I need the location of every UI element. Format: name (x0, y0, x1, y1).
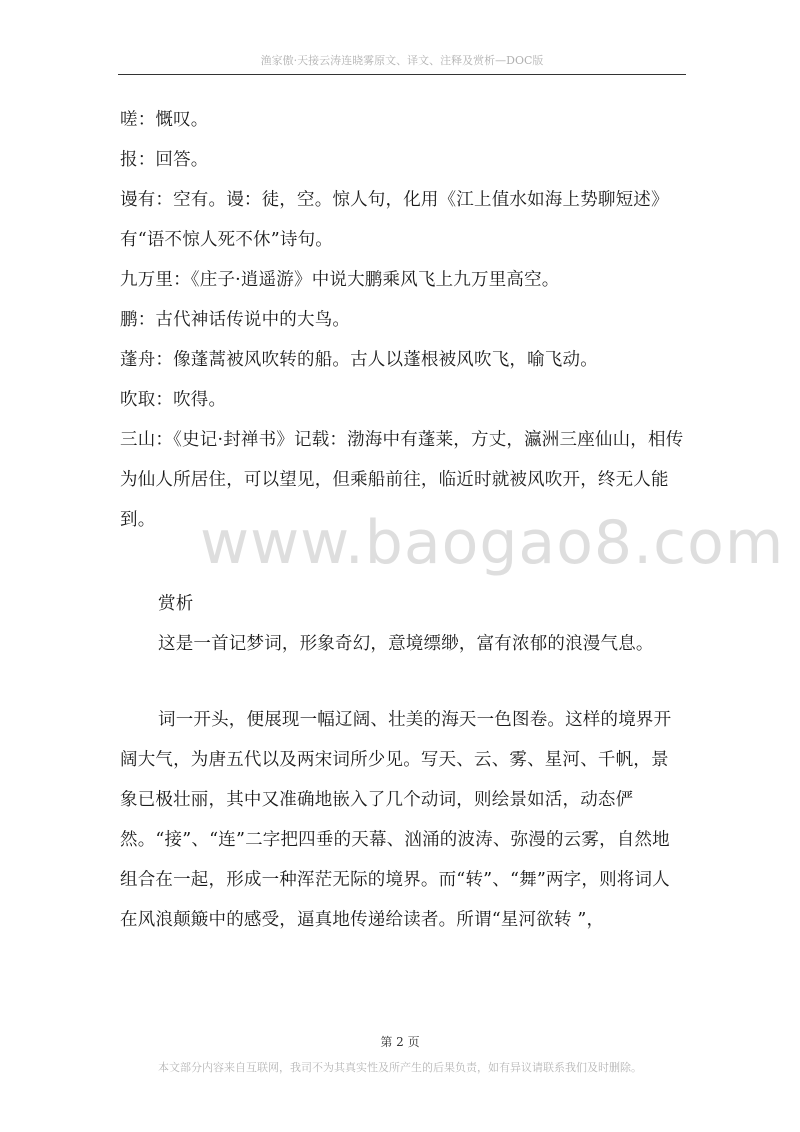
watermark: www.baogao8.com (200, 508, 785, 578)
header-divider (118, 74, 686, 75)
note-peng: 鹏：古代神话传说中的大鸟。 (120, 310, 351, 330)
appreciation-paragraph-2: 词一开头，便展现一幅辽阔、壮美的海天一色图卷。这样的境界开阔大气，为唐五代以及两宋词所少见。写天、云、雾、星河、千帆，景象已极壮丽，其中又准确地嵌入了几个动词，则绘景如活，动态俨然。“接”、“连”二字把四垂的天幕、汹涌的波涛、弥漫的云雾，自然地组合在一起，形成一种浑茫无际的境界。而“转”、“舞”两字，则将词人在风浪颠簸中的感受，逼真地传递给读者。所谓“星河欲转 ”， (120, 710, 672, 930)
page-header-title: 渔家傲·天接云涛连晓雾原文、译文、注释及赏析—DOC版 (260, 54, 544, 67)
document-body (120, 100, 785, 940)
note-bao: 报：回答。 (120, 150, 209, 170)
note-manyou: 谩有：空有。谩：徒，空。惊人句，化用《江上值水如海上势聊短述》有“语不惊人死不休”诗句。 (120, 190, 669, 250)
section-heading: 赏析 (158, 594, 194, 614)
note-jiuwanli: 九万里：《庄子·逍遥游》中说大鹏乘风飞上九万里高空。 (120, 270, 560, 290)
note-chuiqu: 吹取：吹得。 (120, 390, 227, 410)
note-pengzhou: 蓬舟：像蓬蒿被风吹转的船。古人以蓬根被风吹飞，喻飞动。 (120, 350, 598, 370)
note-jie: 嗟：慨叹。 (120, 110, 209, 130)
appreciation-paragraph-1: 这是一首记梦词，形象奇幻，意境缥缈，富有浓郁的浪漫气息。 (158, 634, 654, 654)
page-number: 第 2 页 (380, 1035, 420, 1049)
note-sanshan: 三山：《史记·封禅书》记载：渤海中有蓬莱，方丈，瀛洲三座仙山，相传为仙人所居住，可以望见，但乘船前往，临近时就被风吹开，终无人能到。 (120, 430, 684, 530)
footer-disclaimer: 本文部分内容来自互联网，我司不为其真实性及所产生的后果负责，如有异议请联系我们及时删除。 (158, 1061, 642, 1074)
